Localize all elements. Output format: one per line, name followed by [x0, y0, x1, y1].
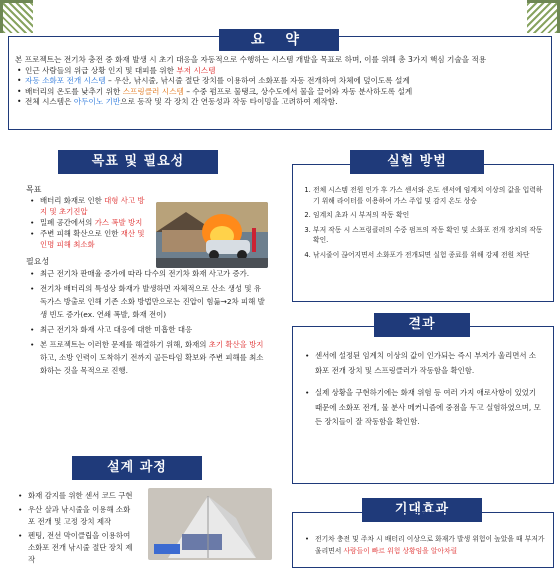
result-item: • 실제 상황을 구현하기에는 화재 위험 등 여러 가지 애로사항이 있었기 때문에 소화포 전개, 물 분사 메커니즘에 중점을 두고 실험하였으며, 모든 장치들이 잘 작동함을 확인함.: [305, 386, 543, 430]
result-list: [305, 349, 543, 438]
result-item: • 센서에 설정된 임계치 이상의 값이 인가되는 즉시 부저가 울리면서 소화포 전개 장치 및 스프링클러가 작동함을 확인함.: [305, 349, 543, 378]
design-title: 설계 과정: [72, 456, 202, 480]
decorative-corner-left: [0, 0, 33, 33]
design-item: • 화재 감지를 위한 센서 코드 구현: [18, 490, 136, 502]
method-list: [299, 185, 547, 260]
summary-box: [8, 32, 552, 130]
method-panel: [292, 164, 554, 302]
decorative-corner-right: [527, 0, 560, 33]
need-item: [30, 282, 268, 321]
goals-panel: [8, 162, 276, 440]
goal-heading: 목표: [26, 185, 42, 194]
goal-item-text: 주변 피해 확산으로 인한: [40, 229, 121, 238]
need-heading: 필요성: [26, 257, 50, 266]
goal-item-highlight: 가스 폭발 방지: [94, 218, 143, 227]
goal-item: [30, 217, 150, 228]
summary-item-text: 인근 사람들의 위급 상황 인지 및 대피를 위한: [25, 65, 177, 75]
summary-item-text: 배터리의 온도를 낮추기 위한: [25, 86, 123, 96]
effect-item-highlight: 사람들이 빠르 위험 상황임을 알아차릴: [343, 547, 458, 555]
need-item-text: 하고, 소방 인력이 도착하기 전까지 골든타임 확보와 주변 피해를 최소화하는 것을 목적으로 진행.: [40, 353, 264, 375]
method-step: 2. 임계치 초과 시 부저의 작동 확인: [313, 210, 547, 221]
method-step: 3. 부저 작동 시 스프링클러의 수중 펌프의 작동 확인 및 소화포 전개 장치의 작동 확인.: [313, 225, 547, 246]
need-item-text: 최근 전기차 화재 사고 대응에 대한 미흡한 대응: [40, 325, 193, 334]
design-item: • 펜팅, 전선 막이클립을 이용하여 소화포 전개 낚시줄 절단 장치 제작: [18, 530, 136, 566]
summary-item: [25, 97, 545, 108]
goal-list: [26, 195, 150, 250]
method-step: 1. 전체 시스템 전원 인가 후 가스 센서와 온도 센서에 임계치 이상의 값을 입력하기 위해 라이터를 이용하여 가스 주입 및 감지 온도 상승: [313, 185, 547, 206]
need-list: [26, 267, 268, 377]
goal-item: [30, 195, 150, 217]
summary-item: [25, 76, 545, 87]
summary-list: [15, 66, 545, 108]
effect-item-text: 전기차 충전 및 주차 시 배터리 이상으로 화재가 발생 위험이 높았을 때 부저가 울리면서: [315, 535, 545, 555]
design-item: • 우산 살과 낚시줄을 이용해 소화포 전개 및 고정 장치 제작: [18, 504, 136, 528]
method-step: 4. 낚시줄이 끊어지면서 소화포가 전개되면 실험 종료를 위해 강제 전원 차단: [313, 250, 547, 261]
summary-item: [25, 66, 545, 77]
goal-item-text: 밀폐 공간에서의: [40, 218, 95, 227]
summary-intro: 본 프로젝트는 전기차 충전 중 화재 발생 시 초기 대응을 자동적으로 수행하는 시스템 개발을 목표로 하며, 이를 위해 총 3가지 핵심 기술을 적용: [15, 55, 487, 64]
goal-item: [30, 228, 150, 250]
summary-item-highlight: 부저 시스템: [176, 65, 216, 75]
summary-item-highlight: 아두이노 기반: [73, 97, 121, 107]
effect-content: [305, 533, 545, 557]
ev-fire-photo: [156, 202, 268, 268]
summary-item-text: – 수중 펌프로 물탱크, 상수도에서 물을 끌어와 자동 분사하도록 설계: [183, 86, 413, 96]
summary-item-text: – 우산, 낚시줄, 낚시줄 절단 장치를 이용하여 소화포를 자동 전개하여 차체에 덮이도록 설계: [105, 76, 410, 86]
design-list: [18, 490, 136, 568]
design-panel: [8, 470, 276, 564]
need-item: [30, 267, 268, 280]
need-item: [30, 338, 268, 377]
goal-item-highlight: 재산 및 인명 피해 최소화: [40, 229, 145, 249]
goal-item-text: 배터리 화재로 인한: [40, 196, 105, 205]
summary-item-text: 전체 시스템은: [25, 97, 74, 107]
summary-item-highlight: 자동 소화포 전개 시스템: [25, 76, 106, 86]
method-content: [299, 185, 547, 264]
summary-item-highlight: 스프링클러 시스템: [122, 86, 184, 96]
summary-body: [15, 55, 545, 108]
need-item-text: 최근 전기차 판매율 증가에 따라 다수의 전기차 화재 사고가 증가.: [40, 269, 250, 278]
method-title: 실험 방법: [350, 150, 484, 174]
goals-title: 목표 및 필요성: [58, 150, 218, 174]
need-item-text: 본 프로젝트는 이러한 문제를 해결하기 위해, 화재의: [40, 340, 209, 349]
summary-item: [25, 87, 545, 98]
summary-item-text: 으로 동작 및 각 장치 간 연동성과 작동 타이밍을 고려하여 제작함.: [120, 97, 338, 107]
effect-item: [305, 533, 545, 557]
prototype-photo: [148, 488, 272, 560]
result-panel: [292, 326, 554, 484]
need-item-text: 전기차 배터리의 특성상 화재가 발생하면 자체적으로 산소 생성 및 유독가스 방출로 인해 기존 소화 방법만으로는 진압이 힘듦→2차 피해 발생 빈도 증가(ex. 연쇄 폭발, 화재 전이): [40, 284, 265, 319]
result-title: 결과: [374, 313, 470, 337]
need-item: [30, 323, 268, 336]
summary-title: 요 약: [219, 29, 339, 51]
effect-title: 기대효과: [362, 498, 482, 522]
goal-item-highlight: 대형 사고 방지 및 초기진압: [40, 196, 145, 216]
need-item-highlight: 초기 확산을 방지: [208, 340, 264, 349]
